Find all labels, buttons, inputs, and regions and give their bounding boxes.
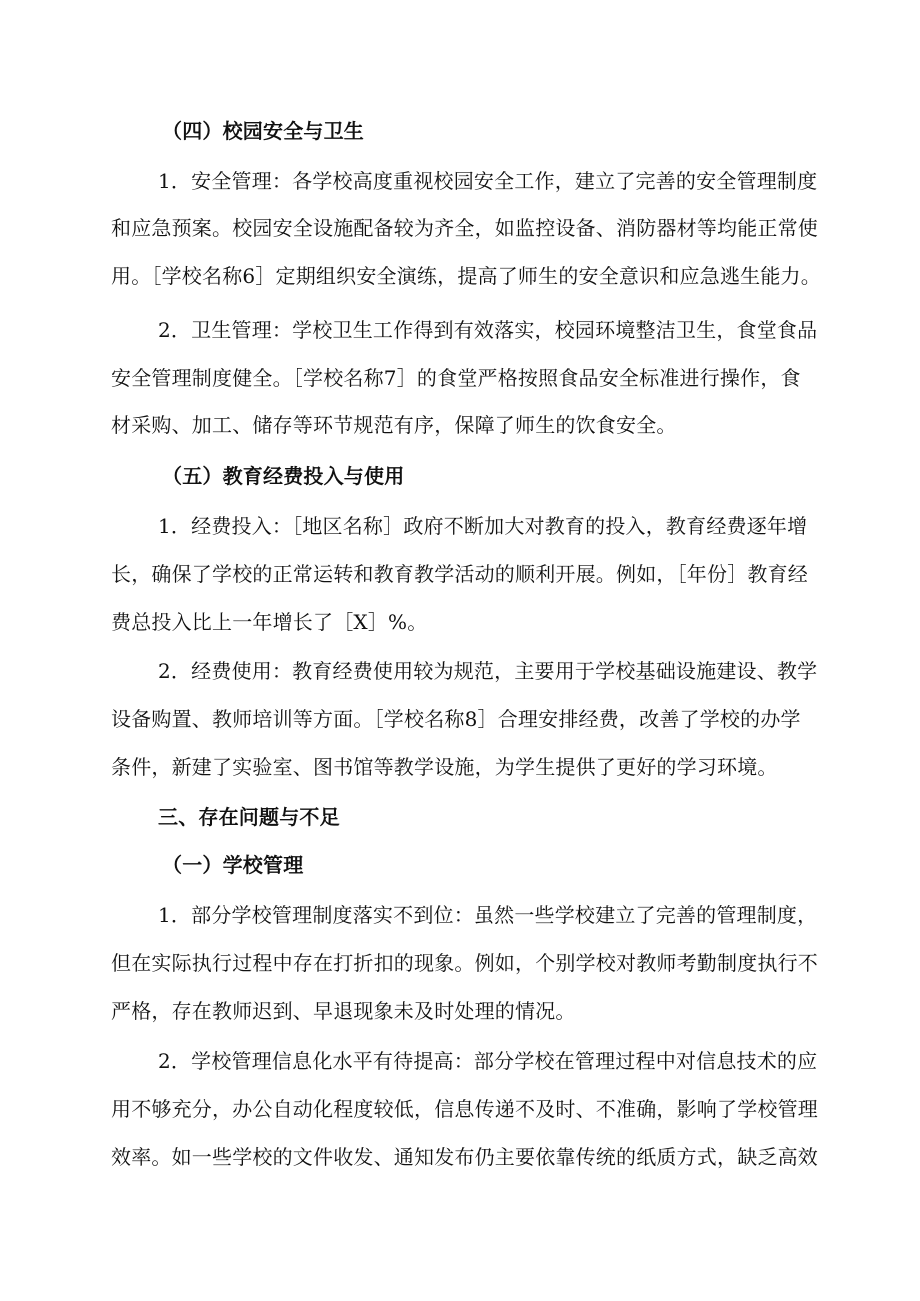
section-heading-education-funding: （五）教育经费投入与使用: [162, 464, 405, 488]
paragraph-line: 安全管理制度健全。［学校名称7］的食堂严格按照食品安全标准进行操作，食: [111, 366, 801, 390]
section-heading-school-management: （一）学校管理: [162, 853, 304, 877]
paragraph-line: 用不够充分，办公自动化程度较低，信息传递不及时、不准确，影响了学校管理: [111, 1097, 818, 1121]
paragraph-line: 费总投入比上一年增长了［X］%。: [111, 610, 428, 634]
section-heading-campus-safety: （四）校园安全与卫生: [162, 119, 364, 143]
paragraph-line: 效率。如一些学校的文件收发、通知发布仍主要依靠传统的纸质方式，缺乏高效: [111, 1145, 818, 1169]
paragraph-line: 2．卫生管理：学校卫生工作得到有效落实，校园环境整洁卫生，食堂食品: [158, 318, 818, 342]
paragraph-line: 设备购置、教师培训等方面。［学校名称8］合理安排经费，改善了学校的办学: [111, 707, 801, 731]
paragraph-line: 用。［学校名称6］定期组织安全演练，提高了师生的安全意识和应急逃生能力。: [111, 264, 821, 288]
paragraph-line: 1．经费投入：［地区名称］政府不断加大对教育的投入，教育经费逐年增: [158, 514, 808, 538]
paragraph-line: 2．经费使用：教育经费使用较为规范，主要用于学校基础设施建设、教学: [158, 659, 818, 683]
paragraph-line: 材采购、加工、储存等环节规范有序，保障了师生的饮食安全。: [111, 413, 677, 437]
chapter-heading-problems: 三、存在问题与不足: [158, 805, 340, 829]
paragraph-line: 严格，存在教师迟到、早退现象未及时处理的情况。: [111, 999, 576, 1023]
paragraph-line: 但在实际执行过程中存在打折扣的现象。例如，个别学校对教师考勤制度执行不: [111, 951, 818, 975]
paragraph-line: 长，确保了学校的正常运转和教育教学活动的顺利开展。例如，［年份］教育经: [111, 562, 808, 586]
paragraph-line: 1．部分学校管理制度落实不到位：虽然一些学校建立了完善的管理制度，: [158, 903, 818, 927]
paragraph-line: 和应急预案。校园安全设施配备较为齐全，如监控设备、消防器材等均能正常使: [111, 216, 818, 240]
paragraph-line: 条件，新建了实验室、图书馆等教学设施，为学生提供了更好的学习环境。: [111, 755, 778, 779]
paragraph-line: 1．安全管理：各学校高度重视校园安全工作，建立了完善的安全管理制度: [158, 169, 818, 193]
paragraph-line: 2．学校管理信息化水平有待提高：部分学校在管理过程中对信息技术的应: [158, 1049, 818, 1073]
